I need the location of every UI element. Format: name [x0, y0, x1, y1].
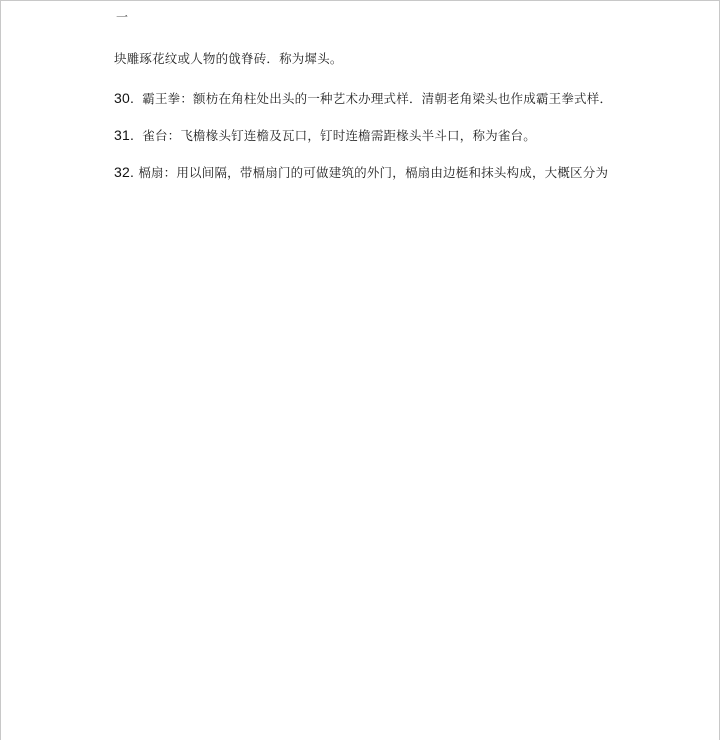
list-item-32 [114, 163, 608, 181]
item-number: 31. [114, 127, 135, 143]
item-text: 槅扇：用以间隔，带槅扇门的可做建筑的外门，槅扇由边梃和抹头构成，大概区分为 [138, 165, 609, 180]
page-header-dash: 一 [116, 10, 129, 24]
list-item-30 [114, 89, 612, 107]
list-item-31 [114, 126, 536, 144]
item-number: 32. [114, 164, 135, 180]
line-text: 块雕琢花纹或人物的戗脊砖．称为墀头。 [114, 51, 343, 66]
item-text: 雀台：飞檐椽头钉连檐及瓦口，钉时连檐需距椽头半斗口，称为雀台。 [142, 128, 536, 143]
item-number: 30. [114, 90, 135, 106]
text-line-continuation [114, 49, 343, 67]
item-text: 霸王拳：额枋在角柱处出头的一种艺术办理式样．清朝老角梁头也作成霸王拳式样． [142, 91, 613, 106]
